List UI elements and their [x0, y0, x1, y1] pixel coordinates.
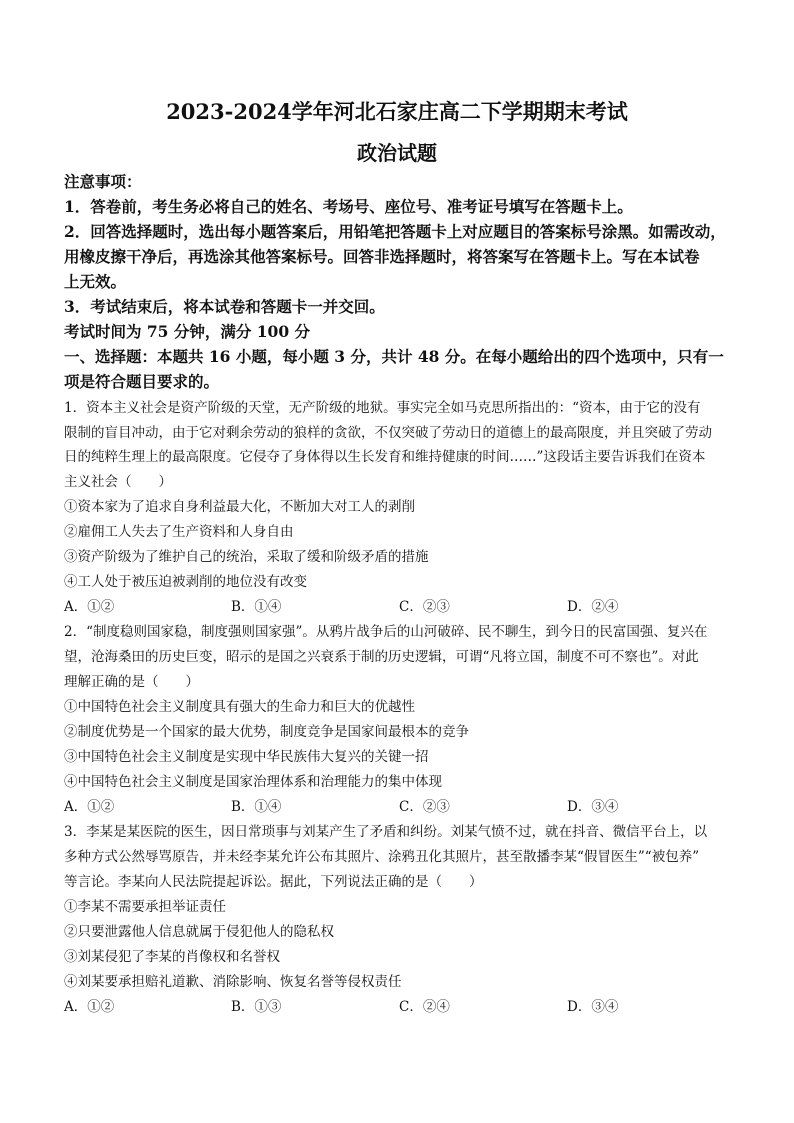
notice-item-2-line-3: 上无效。: [64, 272, 127, 291]
q3-stem-line: 3．李某是某医院的医生，因日常琐事与刘某产生了矛盾和纠纷。刘某气愤不过，就在抖音、微信平台上，以: [64, 824, 708, 840]
q2-statement-3: ③中国特色社会主义制度是实现中华民族伟大复兴的关键一招: [64, 749, 429, 765]
q1-options: [64, 597, 736, 617]
q2-option-b[interactable]: B．①④: [231, 799, 282, 815]
q3-stem-line: 多种方式公然辱骂原告，并未经李某允许公布其照片、涂鸦丑化其照片，甚至散播李某“假冒医生”“被包养”: [64, 849, 700, 865]
q1-option-b[interactable]: B．①④: [231, 599, 282, 615]
q1-option-a[interactable]: A．①②: [64, 599, 115, 615]
q2-option-c[interactable]: C．②③: [399, 799, 450, 815]
q3-statement-1: ①李某不需要承担举证责任: [64, 899, 226, 915]
q2-statement-1: ①中国特色社会主义制度具有强大的生命力和巨大的优越性: [64, 699, 415, 715]
q1-statement-4: ④工人处于被压迫被剥削的地位没有改变: [64, 574, 307, 590]
q2-stem-line: 2．“制度稳则国家稳，制度强则国家强”。从鸦片战争后的山河破碎、民不聊生，到今日的民富国强、复兴在: [64, 624, 708, 640]
notice-heading: 注意事项：: [64, 172, 142, 191]
q2-options: [64, 797, 736, 817]
section-1-heading-line-2: 项是符合题目要求的。: [64, 372, 220, 391]
exam-title: 2023-2024学年河北石家庄高二下学期期末考试: [166, 99, 628, 124]
q1-stem-line: 限制的盲目冲动，由于它对剩余劳动的狼样的贪欲，不仅突破了劳动日的道德上的最高限度，并且突破了劳动: [64, 425, 712, 441]
q1-option-c[interactable]: C．②③: [399, 599, 450, 615]
q2-statement-4: ④中国特色社会主义制度是国家治理体系和治理能力的集中体现: [64, 774, 442, 790]
q2-stem-line: 望，沧海桑田的历史巨变，昭示的是国之兴衰系于制的历史逻辑，可谓“凡将立国，制度不可不察也”。对此: [64, 649, 699, 665]
notice-item-2-line-2: 用橡皮擦干净后，再选涂其他答案标号。回答非选择题时，将答案写在答题卡上。写在本试卷: [64, 247, 700, 266]
q3-options: [64, 997, 736, 1017]
q2-option-a[interactable]: A．①②: [64, 799, 115, 815]
q3-option-a[interactable]: A．①②: [64, 999, 115, 1015]
q3-statement-2: ②只要泄露他人信息就属于侵犯他人的隐私权: [64, 924, 334, 940]
q1-statement-1: ①资本家为了追求自身利益最大化，不断加大对工人的剥削: [64, 499, 415, 515]
q1-stem-line: 主义社会（ ）: [64, 474, 172, 490]
notice-item-3: 3．考试结束后，将本试卷和答题卡一并交回。: [64, 297, 385, 316]
exam-time: 考试时间为 75 分钟，满分 100 分: [64, 322, 311, 341]
section-1-heading-line-1: 一、选择题：本题共 16 小题，每小题 3 分，共计 48 分。在每小题给出的四个选项中，只有一: [64, 347, 724, 366]
q1-stem-line: 日的纯粹生理上的最高限度。它侵夺了身体得以生长发育和维持健康的时间……”这段话主要告诉我们在资本: [64, 449, 706, 465]
q2-statement-2: ②制度优势是一个国家的最大优势，制度竞争是国家间最根本的竞争: [64, 724, 469, 740]
q3-statement-3: ③刘某侵犯了李某的肖像权和名誉权: [64, 949, 280, 965]
notice-item-2-line-1: 2．回答选择题时，选出每小题答案后，用铅笔把答题卡上对应题目的答案标号涂黑。如需改动，: [64, 222, 726, 241]
q3-statement-4: ④刘某要承担赔礼道歉、消除影响、恢复名誉等侵权责任: [64, 974, 402, 990]
q3-option-d[interactable]: D．③④: [567, 999, 619, 1015]
q3-option-c[interactable]: C．②④: [399, 999, 450, 1015]
q2-option-d[interactable]: D．③④: [567, 799, 619, 815]
q2-stem-line: 理解正确的是（ ）: [64, 674, 199, 690]
q1-statement-2: ②雇佣工人失去了生产资料和人身自由: [64, 524, 294, 540]
q1-stem-line: 1．资本主义社会是资产阶级的天堂，无产阶级的地狱。事实完全如马克思所指出的：“资本，由于它的没有: [64, 400, 701, 416]
q3-stem-line: 等言论。李某向人民法院提起诉讼。据此，下列说法正确的是（ ）: [64, 874, 483, 890]
notice-item-1: 1．答卷前，考生务必将自己的姓名、考场号、座位号、准考证号填写在答题卡上。: [64, 197, 633, 216]
q1-statement-3: ③资产阶级为了维护自己的统治，采取了缓和阶级矛盾的措施: [64, 549, 429, 565]
q3-option-b[interactable]: B．①③: [231, 999, 282, 1015]
q1-option-d[interactable]: D．②④: [567, 599, 619, 615]
exam-subtitle: 政治试题: [357, 141, 437, 165]
